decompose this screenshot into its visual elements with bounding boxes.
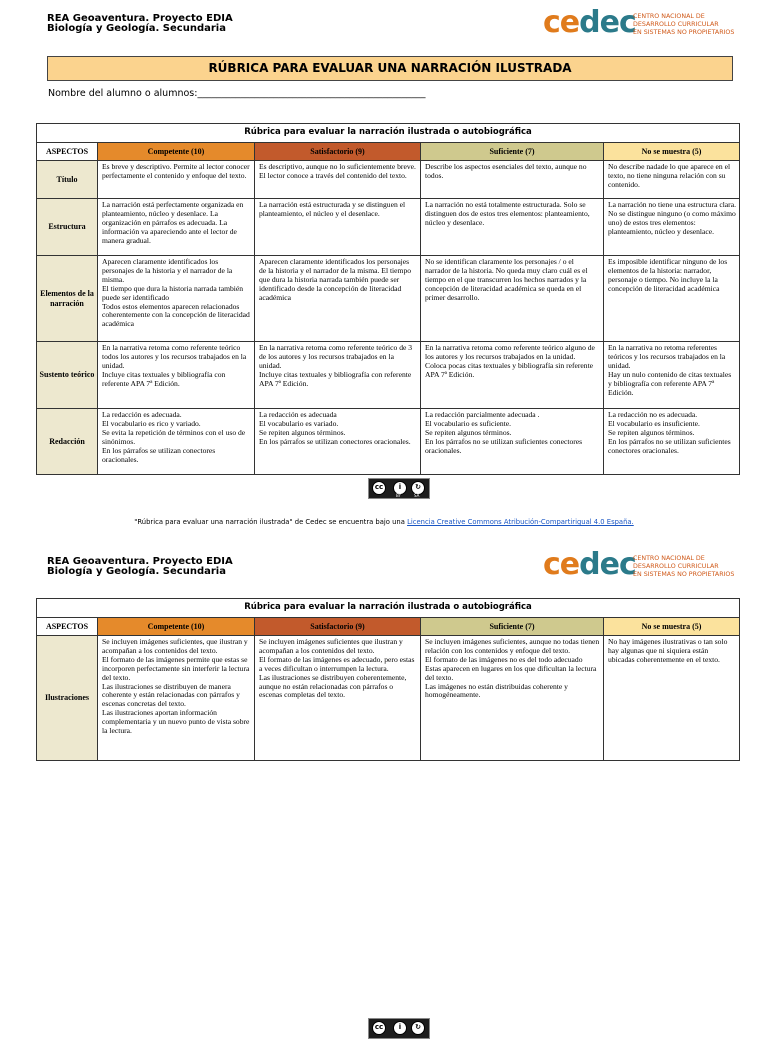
table-caption: Rúbrica para evaluar la narración ilustrada o autobiográfica — [37, 124, 740, 143]
share-alike-icon: ↻ — [411, 481, 425, 495]
col-header-competente: Competente (10) — [98, 618, 255, 636]
cell: Es breve y descriptivo. Permite al lector conocer perfectamente el contenido y enfoque del texto. — [98, 161, 255, 199]
table-row — [37, 409, 740, 475]
attribution-icon: i — [393, 1021, 407, 1035]
row-aspect: Redacción — [37, 409, 98, 475]
page-title: RÚBRICA PARA EVALUAR UNA NARRACIÓN ILUSTRADA — [47, 56, 733, 81]
row-aspect: Estructura — [37, 199, 98, 256]
cell: La narración está estructurada y se distinguen el planteamiento, el núcleo y el desenlace. — [255, 199, 421, 256]
cell: Es descriptivo, aunque no lo suficientemente breve. El lector conoce a través del contenido del texto. — [255, 161, 421, 199]
table-row — [37, 199, 740, 256]
col-header-suficiente: Suficiente (7) — [421, 618, 604, 636]
row-aspect: Sustento teórico — [37, 342, 98, 409]
row-aspect: Elementos de la narración — [37, 256, 98, 342]
cell: No hay imágenes ilustrativas o tan solo hay algunas que ni siquiera están ubicadas coherentemente en el texto. — [604, 636, 740, 761]
cell: La narración no tiene una estructura clara. No se distingue ninguno (o como máximo uno) de estos tres elementos: planteamiento, núcleo y desenlace. — [604, 199, 740, 256]
cedec-logo: cedec CENTRO NACIONAL DE DESARROLLO CURRICULAR EN SISTEMAS NO PROPIETARIOS — [543, 5, 735, 40]
license-link[interactable]: Licencia Creative Commons Atribución-Compartirigual 4.0 España. — [407, 518, 634, 526]
cc-icon: cc — [372, 481, 386, 495]
creative-commons-badge — [368, 478, 430, 499]
cell: No se identifican claramente los personajes / o el narrador de la historia. No queda muy claro cuál es el tiempo en el que transcurren los hechos narrados y la concepción de literacidad académica se queda en el primer desarrollo. — [421, 256, 604, 342]
cedec-logo: cedec CENTRO NACIONAL DE DESARROLLO CURRICULAR EN SISTEMAS NO PROPIETARIOS — [543, 547, 735, 582]
table-caption: Rúbrica para evaluar la narración ilustrada o autobiográfica — [37, 599, 740, 618]
cell: La redacción parcialmente adecuada . El vocabulario es suficiente. Se repiten algunos términos. En los párrafos no se utilizan suficientes conectores oracionales. — [421, 409, 604, 475]
cell: En la narrativa retoma como referente teórico de 3 de los autores y los recursos trabajados en la unidad. Incluye citas textuales y bibliografía con referente APA 7ª Edición. — [255, 342, 421, 409]
row-aspect: Título — [37, 161, 98, 199]
license-notice — [0, 518, 768, 526]
cell: Es imposible identificar ninguno de los elementos de la historia: narrador, personaje o tiempo. No incluye la la concepción de literacidad académica — [604, 256, 740, 342]
table-row — [37, 636, 740, 761]
cell: Se incluyen imágenes suficientes, que ilustran y acompañan a los contenidos del texto. El formato de las imágenes permite que estas se incorporen perfectamente sin interferir la lectura del texto. Las ilustraciones se distribuyen de manera coherente y están relacionadas con párrafos y escenas concretas del texto. Las ilustraciones aportan información complementaria y un nuevo punto de vista sobre la lectura. — [98, 636, 255, 761]
col-header-competente: Competente (10) — [98, 143, 255, 161]
header-line-2: Biología y Geología. Secundaria — [47, 23, 226, 34]
license-text: "Rúbrica para evaluar una narración ilustrada" de Cedec se encuentra bajo una — [134, 518, 408, 526]
col-header-aspects: ASPECTOS — [37, 618, 98, 636]
attribution-icon: i — [393, 481, 407, 495]
cell: Se incluyen imágenes suficientes que ilustran y acompañan a los contenidos del texto. El formato de las imágenes es adecuado, pero estas a veces dificultan o interrumpen la lectura. Las ilustraciones se distribuyen coherentemente, aunque no están relacionadas con párrafos o escenas completas del texto. — [255, 636, 421, 761]
table-row — [37, 161, 740, 199]
cell: Aparecen claramente identificados los personajes de la historia y el narrador de la misma. El tiempo que dura la historia narrada también puede ser identificado desde la concepción de literacidad académica — [255, 256, 421, 342]
cell: La narración está perfectamente organizada en planteamiento, núcleo y desenlace. La organización en párrafos es adecuada. La información va apareciendo ante el lector de manera gradual. — [98, 199, 255, 256]
cell: En la narrativa no retoma referentes teóricos y los recursos trabajados en la unidad. Hay un nulo contenido de citas textuales y bibliografía con referente APA 7ª Edición. — [604, 342, 740, 409]
col-header-no-se-muestra: No se muestra (5) — [604, 618, 740, 636]
col-header-suficiente: Suficiente (7) — [421, 143, 604, 161]
by-label: BY — [396, 493, 401, 498]
cell: La redacción no es adecuada. El vocabulario es insuficiente. Se repiten algunos términos. En los párrafos no se utilizan suficientes conectores oracionales. — [604, 409, 740, 475]
cell: En la narrativa retoma como referente teórico todos los autores y los recursos trabajados en la unidad. Incluye citas textuales y bibliografía con referente APA 7ª Edición. — [98, 342, 255, 409]
col-header-satisfactorio: Satisfactorio (9) — [255, 618, 421, 636]
header-line-2: Biología y Geología. Secundaria — [47, 566, 226, 577]
cell: Se incluyen imágenes suficientes, aunque no todas tienen relación con los contenidos y enfoque del texto. El formato de las imágenes no es del todo adecuado Estas aparecen en lugares en los que dificultan la lectura del texto. Las imágenes no están distribuidas coherente y homogéneamente. — [421, 636, 604, 761]
row-aspect: Ilustraciones — [37, 636, 98, 761]
cell: Describe los aspectos esenciales del texto, aunque no todos. — [421, 161, 604, 199]
col-header-aspects: ASPECTOS — [37, 143, 98, 161]
creative-commons-badge — [368, 1018, 430, 1039]
cc-icon: cc — [372, 1021, 386, 1035]
cell: No describe nadade lo que aparece en el texto, no tiene ninguna relación con su contenido. — [604, 161, 740, 199]
sa-label: SA — [414, 493, 420, 498]
header-line-1: REA Geoaventura. Proyecto EDIA — [47, 13, 233, 24]
share-alike-icon: ↻ — [411, 1021, 425, 1035]
cell: Aparecen claramente identificados los personajes de la historia y el narrador de la misma. El tiempo que dura la historia narrada también puede ser identificado Todos estos elementos aparecen relacionados coherentemente con la concepción de literacidad académica — [98, 256, 255, 342]
cell: La redacción es adecuada. El vocabulario es rico y variado. Se evita la repetición de términos con el uso de sinónimos. En los párrafos se utilizan conectores oracionales. — [98, 409, 255, 475]
cell: En la narrativa retoma como referente teórico alguno de los autores y los recursos trabajados en la unidad. Coloca pocas citas textuales y bibliografía sin referente APA 7ª Edición. — [421, 342, 604, 409]
header-line-1: REA Geoaventura. Proyecto EDIA — [47, 556, 233, 567]
col-header-satisfactorio: Satisfactorio (9) — [255, 143, 421, 161]
rubric-table — [36, 123, 740, 475]
table-row — [37, 342, 740, 409]
col-header-no-se-muestra: No se muestra (5) — [604, 143, 740, 161]
student-name-field: Nombre del alumno o alumnos:________________________________________________ — [48, 88, 426, 99]
cell: La redacción es adecuada El vocabulario es variado. Se repiten algunos términos. En los párrafos se utilizan conectores oracionales. — [255, 409, 421, 475]
cell: La narración no está totalmente estructurada. Solo se distinguen dos de estos tres elementos: planteamiento, núcleo y desenlace. — [421, 199, 604, 256]
table-row — [37, 256, 740, 342]
rubric-table — [36, 598, 740, 761]
